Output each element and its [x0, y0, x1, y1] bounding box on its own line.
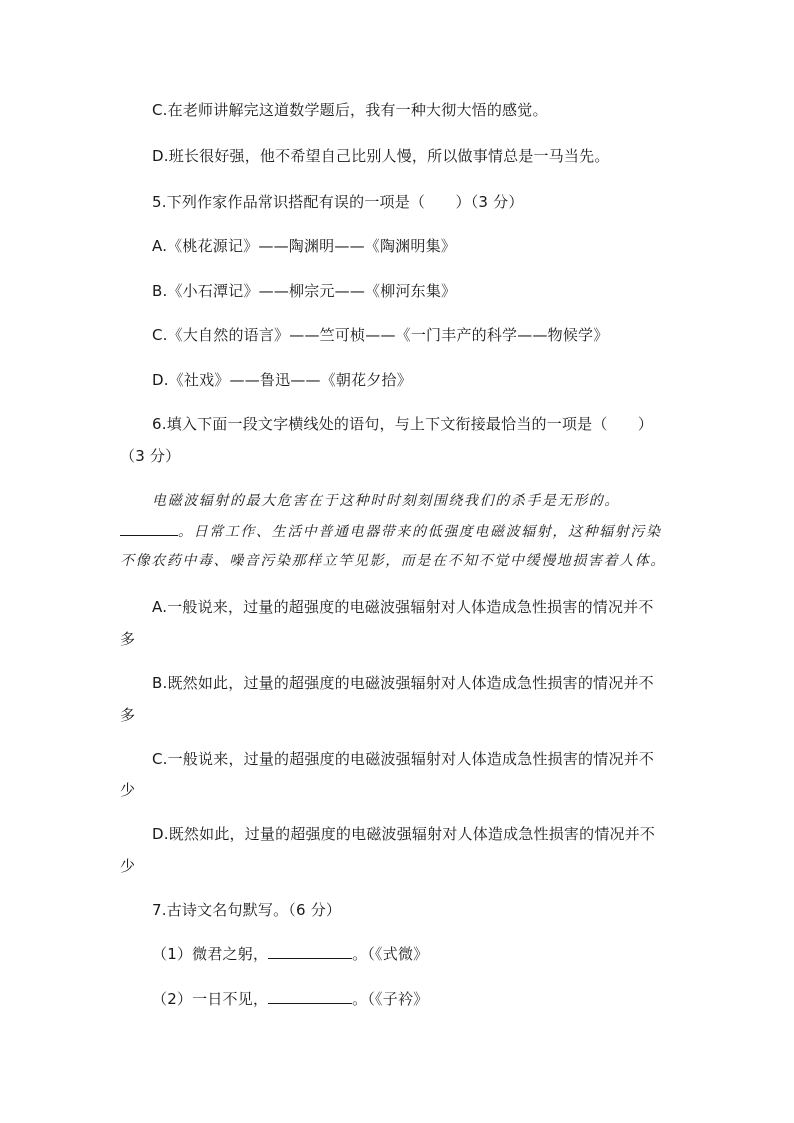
q6-option-c-line1: C.一般说来，过量的超强度的电磁波强辐射对人体造成急性损害的情况并不 [152, 750, 655, 768]
q5-stem: 5.下列作家作品常识搭配有误的一项是（ ）（3 分） [152, 193, 524, 211]
q6-answer-blank[interactable] [120, 521, 178, 536]
q7-item1-prefix: （1）微君之躬， [152, 945, 269, 963]
q4-option-c: C.在老师讲解完这道数学题后，我有一种大彻大悟的感觉。 [152, 101, 548, 119]
q5-option-c: C.《大自然的语言》——竺可桢——《一门丰产的科学——物候学》 [152, 326, 609, 344]
q6-option-a-line1: A.一般说来，过量的超强度的电磁波强辐射对人体造成急性损害的情况并不 [152, 598, 654, 616]
q6-stem-line1: 6.填入下面一段文字横线处的语句，与上下文衔接最恰当的一项是（ ） [152, 415, 654, 433]
q6-option-b-line1: B.既然如此，过量的超强度的电磁波强辐射对人体造成急性损害的情况并不 [152, 674, 654, 692]
q7-item1-suffix: 。（《式微》 [352, 945, 429, 963]
q6-option-a-line2: 多 [120, 630, 136, 648]
q5-option-b: B.《小石潭记》——柳宗元——《柳河东集》 [152, 282, 457, 300]
q6-passage-line3: 不像农药中毒、噪音污染那样立竿见影，而是在不知不觉中缓慢地损害着人体。 [120, 553, 666, 569]
q6-option-d-line2: 少 [120, 857, 136, 875]
q7-item2 [152, 989, 428, 1009]
q6-stem-line2: （3 分） [120, 447, 181, 465]
q6-option-b-line2: 多 [120, 706, 136, 724]
q4-option-d: D.班长很好强，他不希望自己比别人慢，所以做事情总是一马当先。 [152, 147, 610, 165]
q6-option-c-line2: 少 [120, 781, 136, 799]
q6-passage-line1: 电磁波辐射的最大危害在于这种时时刻刻围绕我们的杀手是无形的。 [152, 493, 620, 509]
q7-item2-answer-blank[interactable] [268, 989, 352, 1004]
q7-item2-prefix: （2）一日不见， [152, 990, 269, 1008]
q7-item1-answer-blank[interactable] [268, 944, 352, 959]
q6-passage-line2-text: 。日常工作、生活中普通电器带来的低强度电磁波辐射，这种辐射污染 [178, 524, 662, 540]
q5-option-a: A.《桃花源记》——陶渊明——《陶渊明集》 [152, 237, 456, 255]
q7-item1 [152, 944, 428, 964]
q6-passage-line2 [120, 521, 662, 542]
q7-stem: 7.古诗文名句默写。（6 分） [152, 901, 342, 919]
q6-option-d-line1: D.既然如此，过量的超强度的电磁波强辐射对人体造成急性损害的情况并不 [152, 825, 656, 843]
q5-option-d: D.《社戏》——鲁迅——《朝花夕拾》 [152, 371, 412, 389]
q7-item2-suffix: 。（《子衿》 [352, 990, 429, 1008]
